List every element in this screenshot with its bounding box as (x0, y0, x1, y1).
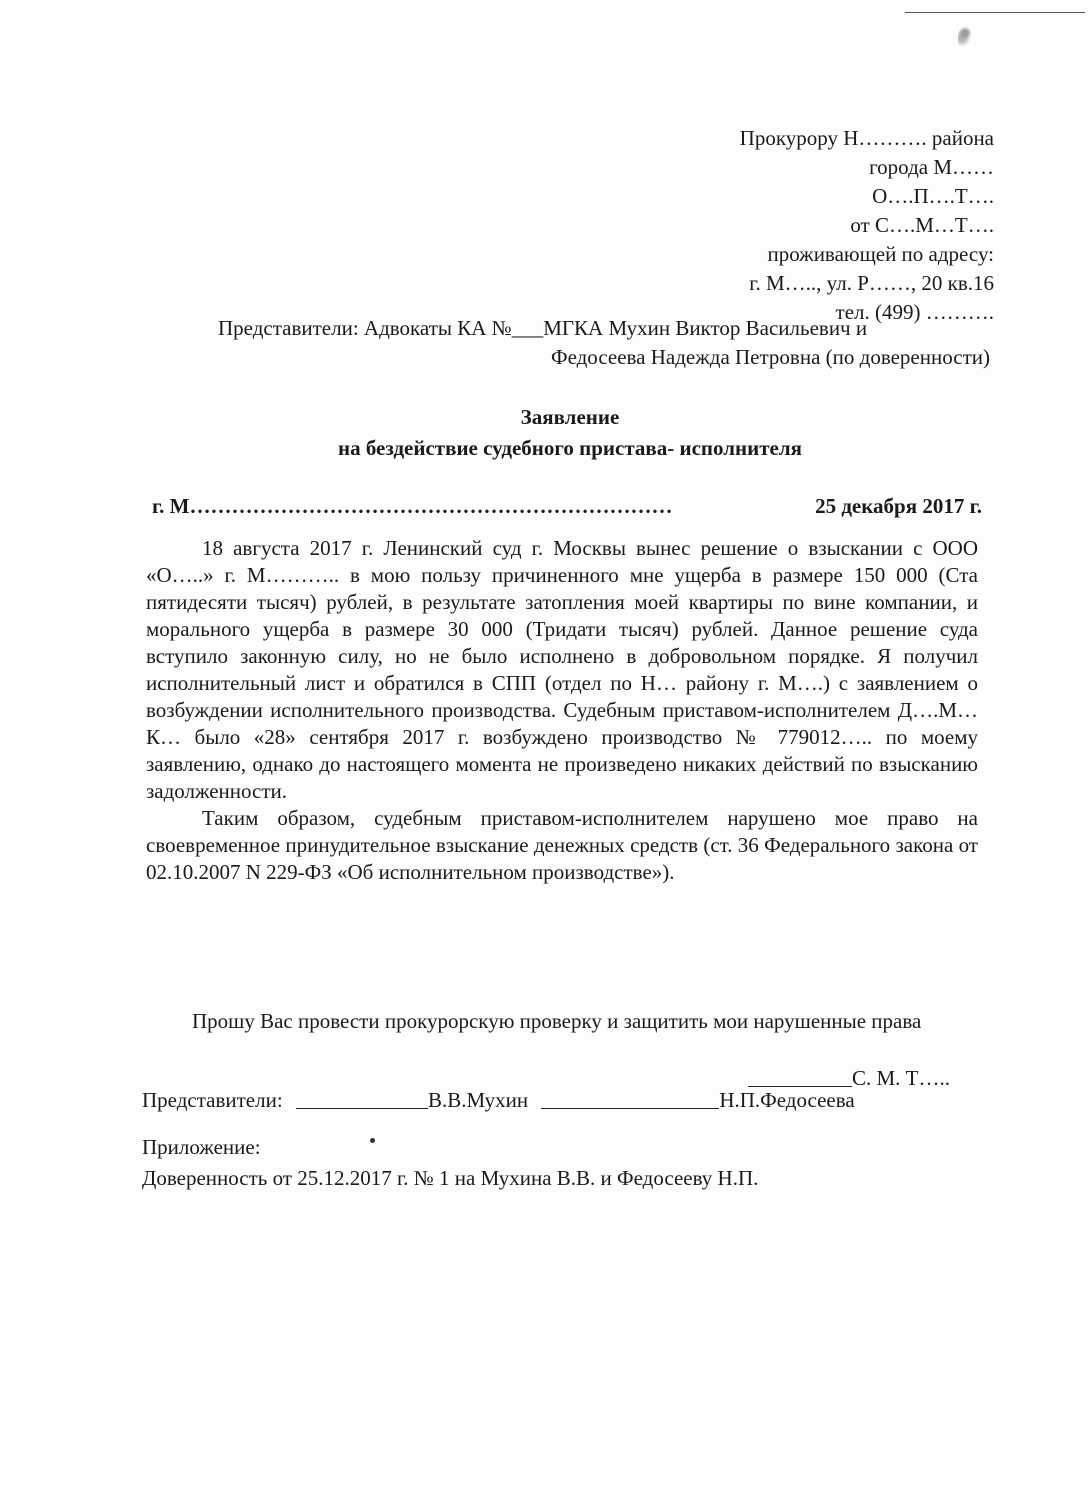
body-paragraph-2: Таким образом, судебным приставом-исполнителем нарушено мое право на своевременное принудительное взыскание денежных средств (ст. 36 Федерального закона от 02.10.2007 N 229-ФЗ «Об исполнительном производстве»). (146, 806, 978, 884)
addressee-block (394, 124, 994, 327)
document-body (146, 535, 978, 886)
client-signature-name: С. М. Т….. (852, 1066, 951, 1090)
document-title (0, 402, 1090, 464)
representatives-block (218, 314, 998, 372)
request-paragraph: Прошу Вас провести прокурорскую проверку и защитить мои нарушенные права (192, 1009, 922, 1033)
rep2-name: Н.П.Федосеева (719, 1088, 855, 1112)
reps-label: Представители: (142, 1088, 283, 1112)
sender-residing: проживающей по адресу: (767, 242, 994, 266)
representatives-line-2: Федосеева Надежда Петровна (по доверенности) (550, 345, 990, 369)
rep1-name: В.В.Мухин (427, 1088, 529, 1112)
client-signature-line (748, 1086, 852, 1087)
addressee-to: Прокурору Н………. района (739, 126, 994, 150)
addressee-city: города М…… (869, 155, 994, 179)
document-place: г. М…………………………………………………………… (152, 494, 673, 518)
scan-edge-line (905, 12, 1085, 13)
sender-address: г. М….., ул. Р……, 20 кв.16 (749, 271, 994, 295)
place-date-line (152, 494, 982, 519)
representatives-line-1: Представители: Адвокаты КА №___МГКА Мухин Виктор Васильевич и (218, 316, 868, 340)
title-line-1: Заявление (520, 405, 620, 429)
appendix-block (142, 1132, 758, 1194)
sender-phone: тел. (499) ………. (835, 300, 994, 324)
appendix-label: Приложение: (142, 1135, 261, 1159)
rep1-signature-line (296, 1108, 428, 1109)
representatives-signatures (142, 1088, 855, 1113)
document-date: 25 декабря 2017 г. (815, 494, 982, 518)
addressee-name: О….П….Т…. (872, 184, 994, 208)
title-line-2: на бездействие судебного пристава- исполнителя (337, 436, 803, 460)
scan-speck (958, 20, 972, 46)
body-paragraph-1: 18 августа 2017 г. Ленинский суд г. Москвы вынес решение о взыскании с ООО «О…..» г. М……….. в мою пользу причиненного мне ущерба в размере 150 000 (Ста пятидесяти тысяч) рублей, в результате затопления моей квартиры по вине компании, и морального ущерба в размере 30 000 (Тридати тысяч) рублей. Данное решение суда вступило законную силу, но не было исполнено в добровольном порядке. Я получил исполнительный лист и обратился в СПП (отдел по Н… району г. М….) с заявлением о возбуждении исполнительного производства. Судебным приставом-исполнителем Д….М…К… было «28» сентября 2017 г. возбуждено производство № 779012….. по моему заявлению, однако до настоящего момента не произведено никаких действий по взысканию задолженности. (146, 536, 978, 803)
sender-from: от С….М…Т…. (850, 213, 994, 237)
rep2-signature-line (541, 1108, 719, 1109)
appendix-item: Доверенность от 25.12.2017 г. № 1 на Мухина В.В. и Федосееву Н.П. (142, 1166, 759, 1190)
